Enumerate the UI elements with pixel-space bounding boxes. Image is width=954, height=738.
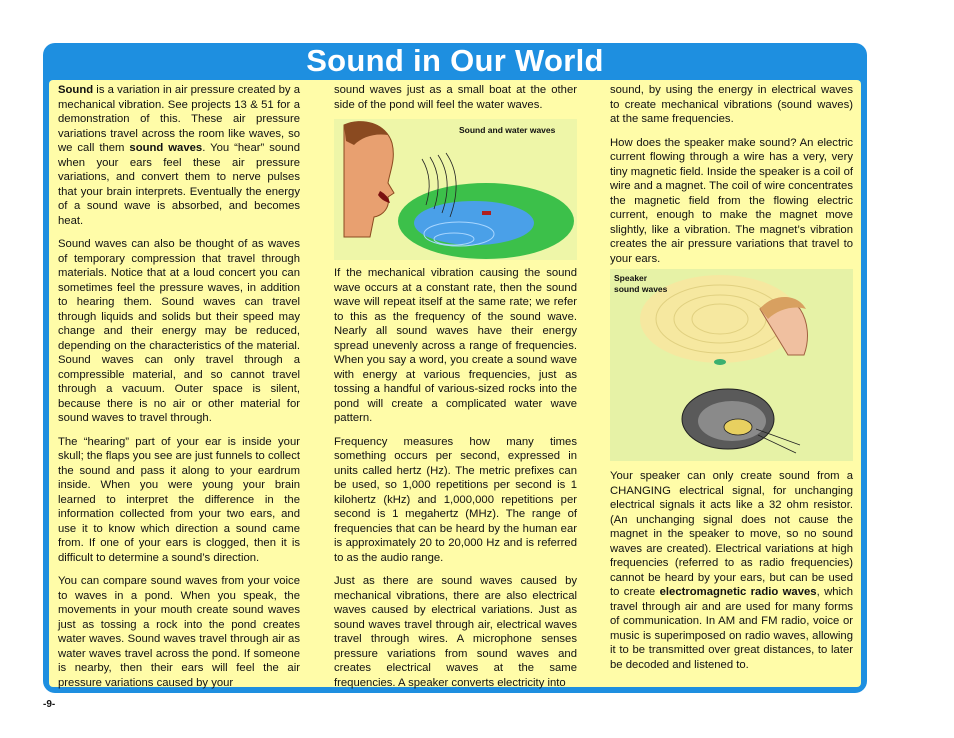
paragraph: You can compare sound waves from your voice to waves in a pond. When you speak, the movements in your mouth create sound waves just as tossing a rock into the pond creates water waves. Sound waves travel through air as water waves travel across the pond. If someone is nearby, then their ears will feel the air pressure variations caused by your — [58, 575, 300, 689]
caption-line: sound waves — [614, 284, 668, 294]
paragraph: sound, by using the energy in electrical waves to create mechanical vibrations (sound waves) at the same frequencies. — [610, 84, 853, 125]
boat-icon — [482, 211, 491, 215]
figure-caption: Sound and water waves — [459, 125, 556, 135]
bold-term: Sound — [58, 84, 94, 96]
page-number: -9- — [43, 699, 56, 710]
speaker-illustration — [610, 269, 853, 461]
paragraph: Frequency measures how many times something occurs per second, expressed in units called hertz (Hz). The metric prefixes can be used, so 1,000 repetitions per second is 1 kilohertz (kHz) and 1,000,000 repetitions per second is 1 megahertz (MHz). The range of frequencies that can be heard by the human ear is approximately 20 to 20,000 Hz and is referred to as the audio range. — [334, 435, 577, 564]
speaker-coil — [724, 419, 752, 435]
caption-line: Speaker — [614, 273, 648, 283]
column-2 — [334, 83, 577, 699]
paragraph: If the mechanical vibration causing the sound wave occurs at a constant rate, then the sound wave will repeat itself at the same rate; we refer to this as the frequency of the sound wave. Nearly all sound waves have their energy spread unevenly across a range of frequencies. When you say a word, you create a sound wave with energy at various frequencies, just as tossing a handful of various-sized rocks into the pond will create a complicated water wave pattern. — [334, 267, 577, 424]
paragraph: sound waves just as a small boat at the other side of the pond will feel the water waves. — [334, 84, 577, 111]
paragraph: The “hearing” part of your ear is inside your skull; the flaps you see are just funnels to collect the sound and pass it along to your eardrum inside. When you were young your brain learned to interpret the difference in the information collected from your two ears, and use it to know which direction a sound came from. If one of your ears is clogged, then it is difficult to determine a sound’s direction. — [58, 435, 300, 564]
text: , which travel through air and are used for many forms of communication. In AM and FM radio, voice or music is superimposed on radio waves, allowing it to be transmitted over great distances, to later be decoded and listened to. — [610, 586, 853, 671]
speaker-small-icon — [714, 359, 726, 365]
text: Your speaker can only create sound from a CHANGING electrical signal, for unchanging electrical signals it acts like a 32 ohm resistor. (An unchanging signal does not cause the magnet in the speaker to move, so no sound waves are created). Electrical variations at high frequencies (referred to as radio frequencies) cannot be heard by your ears, but can be used to create — [610, 470, 853, 598]
pond-illustration — [334, 119, 577, 260]
bold-term: electromagnetic radio waves — [659, 586, 817, 598]
sound-water-waves-figure — [334, 119, 577, 260]
paragraph: Just as there are sound waves caused by mechanical vibrations, there are also electrical waves caused by electrical variations. Just as sound waves travel through air, electrical waves travel through wires. A microphone senses pressure variations from sound waves and creates electrical waves at the same frequencies. A speaker converts electricity into — [334, 575, 577, 689]
content-panel — [49, 80, 861, 687]
paragraph — [610, 469, 853, 672]
paragraph — [58, 83, 300, 228]
figure-caption — [614, 273, 667, 295]
page-title: Sound in Our World — [306, 43, 604, 78]
text: . You “hear” sound when your ears feel these air pressure variations, and convert them to nerve pulses that your brain interprets. Eventually the energy of a sound wave is absorbed, and becomes heat. — [58, 142, 300, 227]
paragraph: How does the speaker make sound? An electric current flowing through a wire has a very, very tiny magnetic field. Inside the speaker is a coil of wire and a magnet. The coil of wire concentrates the magnetic field from the flowing electric current, enough to make the magnet move slightly, like a vibration. The magnet’s vibration creates the air pressure variations that travel to your ears. — [610, 136, 853, 265]
paragraph: Sound waves can also be thought of as waves of temporary compression that travel through materials. Notice that at a loud concert you can sometimes feel the pressure waves, in addition to hearing them. Sound waves can travel through liquids and solids but their speed may change and their energy may be reduced, depending on the characteristics of the material. Sound waves can only travel through a compressible material, and so cannot travel through a vacuum. Outer space is silent, because there is no air or other material for sound waves to travel through. — [58, 238, 300, 424]
column-1 — [58, 83, 300, 699]
bold-term: sound waves — [129, 142, 203, 154]
speaker-sound-waves-figure — [610, 269, 853, 461]
text: is a variation in air pressure created by a mechanical vibration. See projects 13 & 51 for a demonstration of this. These air pressure variations travel across the room like waves, so we call them — [58, 84, 300, 154]
column-3 — [610, 83, 853, 681]
speaker-wire — [758, 435, 796, 453]
page-frame — [43, 43, 867, 693]
